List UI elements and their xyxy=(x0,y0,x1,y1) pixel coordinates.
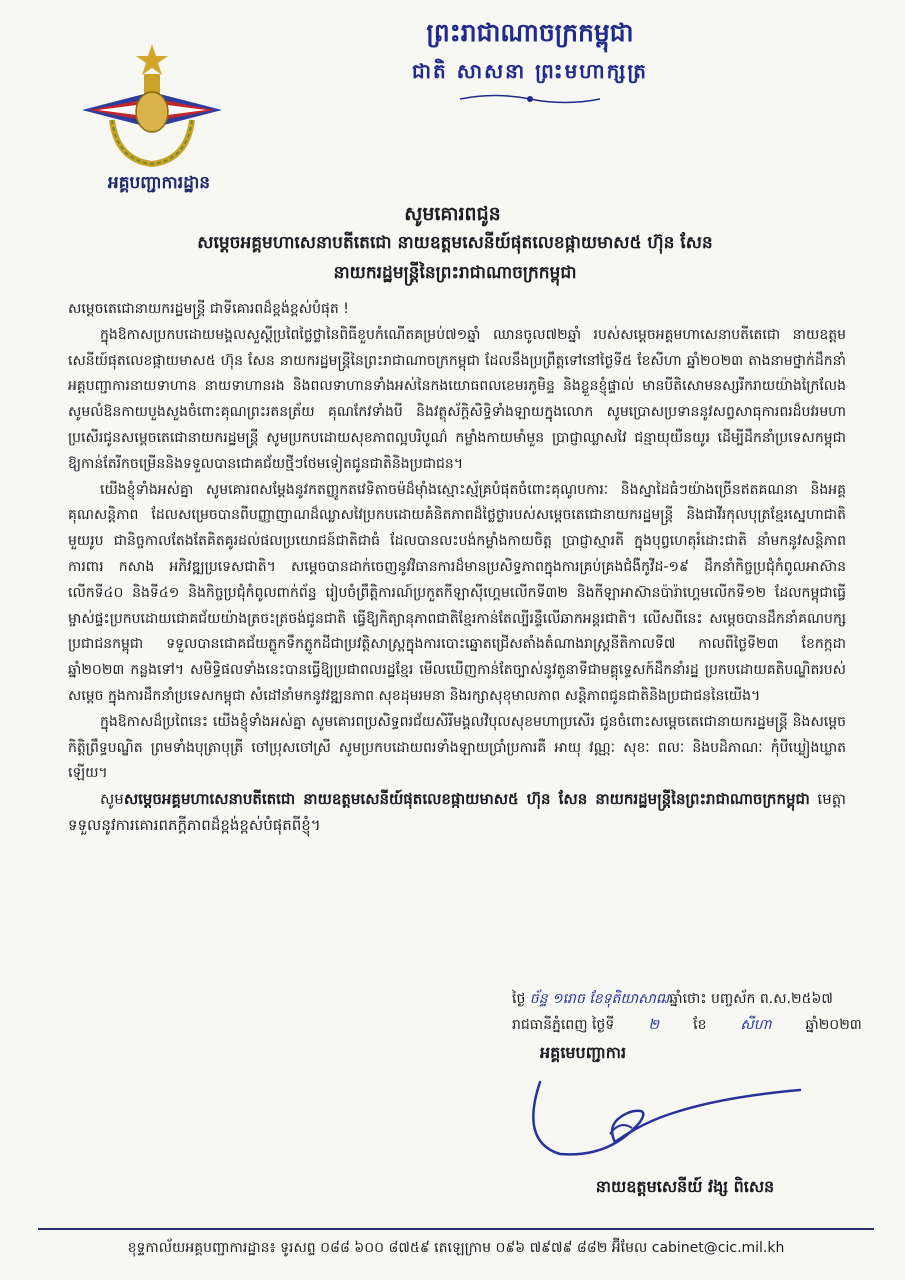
lunar-handwritten: ច័ន្ទ ១រោច ខែទុតិយាសាឍ xyxy=(529,991,670,1007)
place-day-label: រាជធានីភ្នំពេញ ថ្ងៃទី xyxy=(512,1017,615,1033)
royal-armed-forces-emblem xyxy=(72,40,232,170)
lunar-date xyxy=(512,986,872,1012)
national-motto: ជាតិ សាសនា ព្រះមហាក្សត្រ xyxy=(412,59,648,83)
year: ឆ្នាំ២០២៣ xyxy=(805,1017,862,1033)
headquarters-name: អគ្គបញ្ជាការដ្ឋាន xyxy=(107,173,211,193)
lunar-suffix: ឆ្នាំថោះ បញ្ចស័ក ព.ស.២៥៦៧ xyxy=(669,991,833,1007)
closing-addressee: សម្តេចអគ្គមហាសេនាបតីតេជោ នាយឧត្តមសេនីយ៍ផុតលេខផ្កាយមាស៥ ហ៊ុន សែន នាយករដ្ឋមន្ត្រីនៃព្រះរាជាណាចក្រកម្ពុជា xyxy=(123,790,810,809)
footer-divider xyxy=(38,1228,874,1230)
kingdom-title: ព្រះរាជាណាចក្រកម្ពុជា xyxy=(426,18,634,47)
day-value: ២ xyxy=(648,1017,659,1033)
signatory-office: អគ្គមេបញ្ជាការ xyxy=(540,1043,627,1062)
footer-contact xyxy=(38,1238,874,1259)
footer-email[interactable]: cabinet@cic.mil.kh xyxy=(651,1240,785,1256)
closing-suffix: មេត្តាទទួលនូវការគោរពភក្តីភាពដ៏ខ្ពង់ខ្ពស់បំផុតពីខ្ញុំ។ xyxy=(68,790,846,834)
paragraph: ក្នុងឱកាសប្រកបដោយមង្គលសួស្តីប្រពៃថ្លៃថ្លានៃពិធីខួបកំណើតគម្រប់៧១ឆ្នាំ ឈានចូល៧២ឆ្នាំ របស់សម្តេចអគ្គមហាសេនាបតីតេជោ នាយឧត្តមសេនីយ៍ផុតលេខផ្កាយមាស៥ ហ៊ុន សែន នាយករដ្ឋមន្ត្រីនៃព្រះរាជាណាចក្រកម្ពុជា ដែលនឹងប្រព្រឹត្តទៅនៅថ្ងៃទី៥ ខែសីហា ឆ្នាំ២០២៣ តាងនាមថ្នាក់ដឹកនាំអគ្គបញ្ជាការនាយទាហាន នាយទាហានរង និងពលទាហានទាំងអស់នៃកងយោធពលខេមរភូមិន្ទ និងខ្លួនខ្ញុំផ្ទាល់ មានបីតិសោមនស្សរីករាយយ៉ាងក្រៃលែង សូមលំឱនកាយបួងសួងចំពោះគុណព្រះរតនត្រ័យ គុណកែវទាំងបី និងវត្ថុស័ក្តិសិទ្ធិទាំងឡាយក្នុងលោក សូមប្រោសប្រទាននូវសព្វសាធុការពរដ៏បវរមហាប្រសើរជូនសម្តេចតេជោនាយករដ្ឋមន្ត្រី សូមប្រកបដោយសុខភាពល្អបរិបូណ៌ កម្លាំងកាយមាំមួន ប្រាជ្ញាឈ្លាសវៃ ជន្មាយុយឺនយូរ ដើម្បីដឹកនាំប្រទេសកម្ពុជា ឱ្យកាន់តែរីកចម្រើននិងទទួលបានជោគជ័យថ្មីៗថែមទៀតជូនជាតិនិងប្រជាជន។ xyxy=(68,326,846,472)
closing-prefix: សូម xyxy=(100,790,124,809)
addressee-line-1: សម្តេចអគ្គមហាសេនាបតីតេជោ នាយឧត្តមសេនីយ៍ផុតលេខផ្កាយមាស៥ ហ៊ុន សែន xyxy=(197,233,713,253)
paragraph: យើងខ្ញុំទាំងអស់គ្នា សូមគោរពសម្តែងនូវកតញ្ញូកតវេទិតាចម៉ដ៏ម៉ាំងស្មោះស្ម័គ្របំផុតចំពោះគុណូបការៈ និងស្នាដៃធំៗយ៉ាងច្រើនឥតគណនា និងអគ្គគុណសន្តិភាព ដែលសម្រេចបានពីបញ្ញាញាណដ៏ឈ្លាសវៃប្រកបដោយគំនិតភាពដ៏ថ្លៃថ្លារបស់សម្តេចតេជោនាយករដ្ឋមន្ត្រី និងជាវីរកុលបុត្រខ្មែរស្នេហាជាតិមួយរូប ជានិច្ចកាលតែងតែគិតគូរដល់ផលប្រយោជន៍ជាតិជាធំ ដែលបានលះបង់កម្លាំងកាយចិត្ត ប្រាជ្ញាស្មារតី ក្នុងបុព្វហេតុរំដោះជាតិ នាំមកនូវសន្តិភាព ការពារ កសាង អភិវឌ្ឍប្រទេសជាតិ។ សម្តេចបានដាក់ចេញនូវវិធានការដ៏មានប្រសិទ្ធភាពក្នុងការគ្រប់គ្រងជំងឺកូវីដ-១៩ ដឹកនាំកិច្ចប្រជុំកំពូលអាស៊ានលើកទី៤០ និងទី៤១ និងកិច្ចប្រជុំកំពូលពាក់ព័ន្ធ រៀបចំព្រឹត្តិការណ៍ប្រកួតកីឡាស៊ីហ្គេមលើកទី៣២ និងកីឡាអាស៊ានប៉ារ៉ាហ្គេមលើកទី១២ ដែលកម្ពុជាធ្វើម្ចាស់ផ្ទះប្រកបដោយជោគជ័យយ៉ាងត្រចះត្រចង់ជូនជាតិ ធ្វើឱ្យកិត្យានុភាពជាតិខ្មែរកាន់តែល្បីរន្ទឺលើឆាកអន្តរជាតិ។ លើសពីនេះ សម្តេចបានដឹកនាំគណបក្សប្រជាជនកម្ពុជា ទទួលបានជោគជ័យភ្លូកទឹកភ្លូកដីជាប្រវត្តិសាស្ត្រក្នុងការបោះឆ្នោតជ្រើសតាំងតំណាងរាស្ត្រនីតិកាលទី៧ កាលពីថ្ងៃទី២៣ ខែកក្កដា ឆ្នាំ២០២៣ កន្លងទៅ។ សមិទ្ធិផលទាំងនេះបានធ្វើឱ្យប្រជាពលរដ្ឋខ្មែរ មើលឃើញកាន់តែច្បាស់នូវតួនាទីជាមគ្គុទ្ទេសក៍ដឹកនាំរដ្ឋ ប្រកបដោយគតិបណ្ឌិតរបស់សម្តេច ក្នុងការដឹកនាំប្រទេសកម្ពុជា សំដៅនាំមកនូវវឌ្ឍនភាព សុខដុមរមនា និងរក្សាសុខុមាលភាព សន្តិភាពជូនជាតិនិងប្រជាជននៃយើង។ xyxy=(68,481,846,704)
date-block xyxy=(512,986,872,1038)
motto-ornament-icon xyxy=(455,92,605,106)
month-value: សីហា xyxy=(740,1017,772,1033)
greeting: សម្តេចតេជោនាយករដ្ឋមន្ត្រី ជាទីគោរពដ៏ខ្ពង់ខ្ពស់បំផុត ! xyxy=(68,301,349,317)
paragraph: ក្នុងឱកាសដ៏ប្រពៃនេះ យើងខ្ញុំទាំងអស់គ្នា សូមគោរពប្រសិទ្ធពរជ័យសិរីមង្គលវិបុលសុខមហាប្រសើរ ជូនចំពោះសម្តេចតេជោនាយករដ្ឋមន្ត្រី និងសម្តេចកិត្តិព្រឹទ្ធបណ្ឌិត ព្រមទាំងបុត្រាបុត្រី ចៅប្រុសចៅស្រី សូមប្រកបដោយពរទាំងឡាយប្រាំប្រការគឺ អាយុ វណ្ណៈ សុខៈ ពលៈ និងបដិភាណៈ កុំបីឃ្លៀងឃ្លាតឡើយ។ xyxy=(68,713,846,782)
salutation: សូមគោរពជូន xyxy=(404,203,501,225)
footer-text: ខុទ្ទកាល័យអគ្គបញ្ជាការដ្ឋាន៖ ទូរសព្ទ ០៨៨ ៦០០ ៨៧៥៩ តេឡេក្រាម ០៩៦ ៧៩៧៩ ៨៨២ អ៊ីមែល xyxy=(127,1240,652,1256)
month-label: ខែ xyxy=(693,1017,707,1033)
closing-paragraph xyxy=(68,787,846,839)
signatory-name: នាយឧត្តមសេនីយ៍ វង្ស ពិសេន xyxy=(595,1177,775,1196)
addressee-line-2: នាយករដ្ឋមន្ត្រីនៃព្រះរាជាណាចក្រកម្ពុជា xyxy=(333,263,577,283)
letter-body xyxy=(68,297,846,839)
handwritten-signature xyxy=(520,1062,820,1172)
solar-date xyxy=(512,1012,872,1038)
lunar-prefix: ថ្ងៃ xyxy=(512,991,526,1007)
